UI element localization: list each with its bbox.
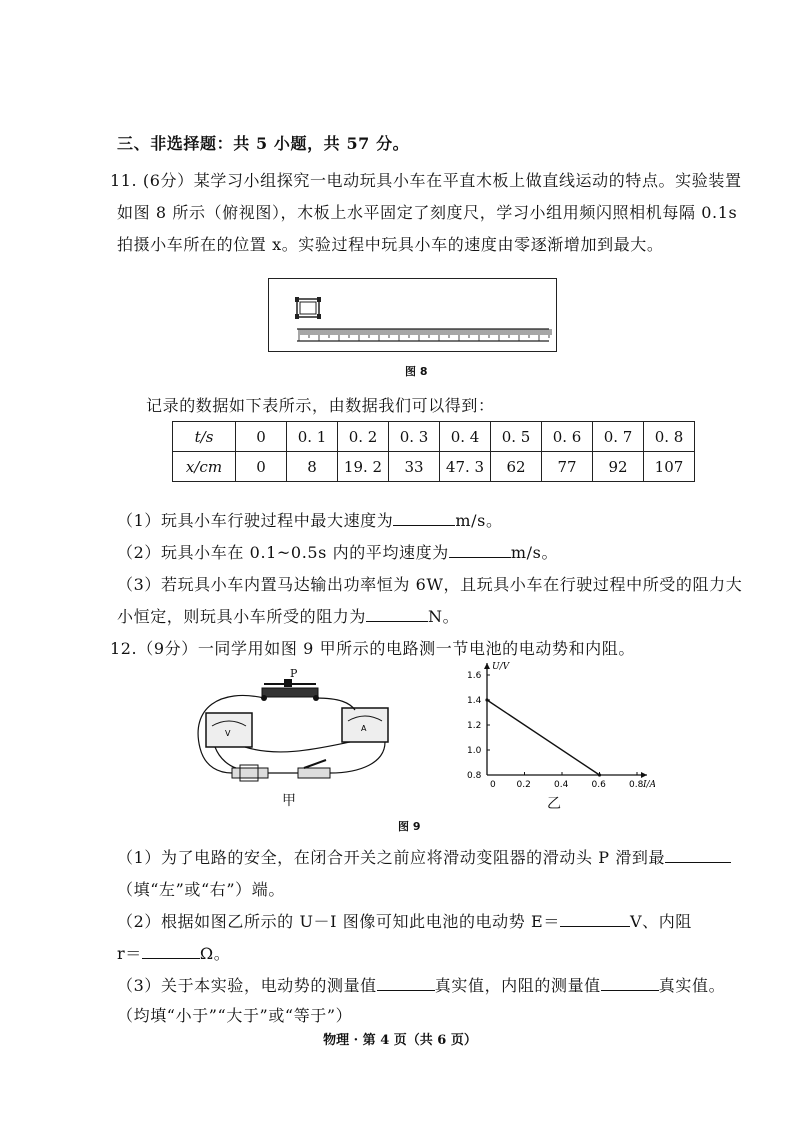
- answer-blank[interactable]: [560, 912, 630, 927]
- answer-blank[interactable]: [142, 944, 200, 959]
- figure-yi-label: 乙: [547, 796, 561, 812]
- x-tick-label: 0: [490, 780, 496, 790]
- ui-data-point: [598, 773, 601, 776]
- section-header: 三、非选择题：共 5 小题，共 57 分。: [117, 134, 410, 153]
- q12-sub-3-part-a: （3）关于本实验，电动势的测量值: [117, 976, 377, 995]
- x-cell: 92: [593, 452, 644, 482]
- q11-text-line-1: 11. (6分）某学习小组探究一电动玩具小车在平直木板上做直线运动的特点。实验装置: [110, 171, 742, 190]
- x-cell: 33: [389, 452, 440, 482]
- x-tick-label: 0.4: [554, 780, 569, 790]
- y-axis-label: U/V: [492, 662, 510, 672]
- x-cell: 47. 3: [440, 452, 491, 482]
- q11-sub-1-prefix: （1）玩具小车行驶过程中最大速度为: [117, 511, 394, 530]
- figure-9-ui-chart: [455, 660, 655, 800]
- svg-text:A: A: [361, 724, 367, 733]
- ammeter-icon: [342, 708, 388, 742]
- ui-data-point: [485, 698, 488, 701]
- answer-blank[interactable]: [377, 976, 435, 991]
- x-cell: 62: [491, 452, 542, 482]
- y-tick-label: 0.8: [467, 771, 482, 781]
- y-tick-label: 1.2: [467, 721, 482, 731]
- q11-sub-2-suffix: m/s。: [510, 543, 559, 562]
- t-cell: 0. 5: [491, 422, 542, 452]
- ui-series-line: [487, 700, 600, 775]
- q11-sub-1: [117, 508, 503, 531]
- q11-sub-2: [117, 540, 558, 563]
- q11-sub-3-suffix: N。: [428, 607, 460, 626]
- q12-sub-3-part-b: 真实值，内阻的测量值: [434, 976, 601, 995]
- y-tick-label: 1.4: [467, 696, 482, 706]
- y-tick-label: 1.6: [467, 671, 482, 681]
- x-cell: 8: [287, 452, 338, 482]
- q12-sub-2-suffix: V、内阻: [629, 912, 692, 931]
- figure-8-ruler-setup: [268, 278, 557, 352]
- q12-sub-3-line-2: （均填“小于”“大于”或“等于”）: [117, 1006, 353, 1025]
- figure-9-caption: 图 9: [398, 820, 421, 833]
- table-row-t: [173, 422, 695, 452]
- q12-sub-1-text: （1）为了电路的安全，在闭合开关之前应将滑动变阻器的滑动头 P 滑到最: [117, 848, 666, 867]
- t-cell: 0. 7: [593, 422, 644, 452]
- t-cell: 0. 3: [389, 422, 440, 452]
- q12-sub-2-r-suffix: Ω。: [199, 944, 231, 963]
- x-axis-label: I/A: [643, 780, 655, 790]
- q12-sub-1-line-2: （填“左”或“右”）端。: [117, 880, 285, 899]
- data-table: [172, 421, 695, 482]
- table-row-x: [173, 452, 695, 482]
- q11-text-line-2: 如图 8 所示（俯视图），木板上水平固定了刻度尺，学习小组用频闪照相机每隔 0.1s: [117, 203, 738, 222]
- q11-sub-2-prefix: （2）玩具小车在 0.1~0.5s 内的平均速度为: [117, 543, 449, 562]
- ui-chart-svg: [455, 660, 655, 800]
- switch-icon: [298, 760, 330, 778]
- q11-sub-3-line-2: [117, 604, 459, 627]
- q12-sub-1-line-1: [117, 845, 731, 868]
- svg-text:V: V: [225, 729, 231, 738]
- ruler-diagram: [269, 279, 555, 350]
- x-tick-label: 0.2: [516, 780, 531, 790]
- ruler-scale: [297, 329, 551, 341]
- answer-blank[interactable]: [601, 976, 659, 991]
- t-cell: 0. 1: [287, 422, 338, 452]
- x-header: x/cm: [173, 452, 236, 482]
- x-cell: 0: [236, 452, 287, 482]
- page-footer: 物理 · 第 4 页（共 6 页）: [323, 1033, 477, 1048]
- t-cell: 0. 6: [542, 422, 593, 452]
- y-tick-label: 1.0: [467, 746, 482, 756]
- q12-sub-2-line-2: [117, 941, 230, 964]
- slider-p-label: P: [290, 668, 298, 680]
- battery-icon: [232, 765, 268, 781]
- figure-9-circuit: [180, 668, 400, 788]
- answer-blank[interactable]: [393, 511, 455, 526]
- table-intro: 记录的数据如下表所示，由数据我们可以得到：: [146, 396, 495, 415]
- q11-text-line-3: 拍摄小车所在的位置 x。实验过程中玩具小车的速度由零逐渐增加到最大。: [117, 235, 664, 254]
- q11-sub-1-suffix: m/s。: [455, 511, 503, 530]
- answer-blank[interactable]: [665, 848, 731, 863]
- x-cell: 19. 2: [338, 452, 389, 482]
- t-header: t/s: [173, 422, 236, 452]
- figure-8-caption: 图 8: [405, 365, 428, 378]
- toy-car-icon: [295, 297, 321, 319]
- t-cell: 0: [236, 422, 287, 452]
- q12-sub-2-prefix: （2）根据如图乙所示的 U－I 图像可知此电池的电动势 E＝: [117, 912, 560, 931]
- figure-jia-label: 甲: [282, 793, 296, 809]
- q12-sub-2-r-prefix: r＝: [117, 944, 142, 963]
- q11-sub-3-line-1: （3）若玩具小车内置马达输出功率恒为 6W，且玩具小车在行驶过程中所受的阻力大: [117, 575, 743, 594]
- x-cell: 77: [542, 452, 593, 482]
- t-cell: 0. 8: [644, 422, 695, 452]
- t-cell: 0. 4: [440, 422, 491, 452]
- q12-sub-3-part-c: 真实值。: [658, 976, 726, 995]
- q12-sub-2-line-1: [117, 909, 692, 932]
- y-axis-arrow: [484, 663, 490, 669]
- q11-sub-3-prefix: 小恒定，则玩具小车所受的阻力为: [117, 607, 367, 626]
- rheostat-icon: [261, 679, 319, 701]
- x-axis-arrow: [641, 772, 647, 778]
- x-cell: 107: [644, 452, 695, 482]
- answer-blank[interactable]: [449, 543, 511, 558]
- circuit-diagram: [180, 668, 400, 788]
- q12-sub-3-line-1: [117, 973, 725, 996]
- voltmeter-icon: [206, 713, 252, 747]
- x-tick-label: 0.8: [629, 780, 644, 790]
- x-tick-label: 0.6: [591, 780, 606, 790]
- q12-text-line-1: 12.（9分）一同学用如图 9 甲所示的电路测一节电池的电动势和内阻。: [110, 639, 635, 658]
- t-cell: 0. 2: [338, 422, 389, 452]
- answer-blank[interactable]: [366, 607, 428, 622]
